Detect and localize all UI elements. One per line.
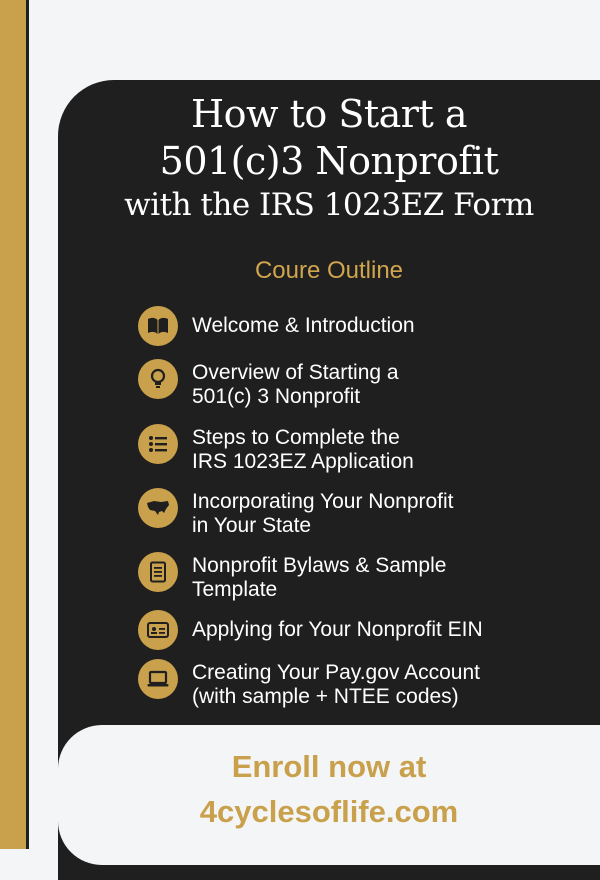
outline-item-label-line2: 501(c) 3 Nonprofit [192,385,361,408]
outline-item-paygov [138,659,558,711]
left-dark-line [26,0,29,849]
outline-item-label: Nonprofit Bylaws & Sample [192,554,447,577]
outline-item-overview [138,359,558,411]
outline-item-label: Overview of Starting a [192,361,399,384]
outline-item-label: Steps to Complete the [192,426,400,449]
outline-heading: Coure Outline [254,257,404,284]
laptop-icon [138,659,178,699]
document-icon [138,552,178,592]
id-card-icon [138,610,178,650]
outline-item-steps [138,424,558,476]
outline-item-ein [138,610,558,662]
left-gold-stripe [0,0,26,849]
usa-map-icon [138,488,178,528]
outline-item-label: Welcome & Introduction [192,314,415,337]
enroll-text: Enroll now at [231,749,427,784]
list-icon [138,424,178,464]
outline-item-label-line2: IRS 1023EZ Application [192,450,414,473]
title-line-3: with the IRS 1023EZ Form [124,187,534,223]
outline-item-incorporating [138,488,558,540]
outline-item-welcome [138,306,558,358]
outline-item-label: Incorporating Your Nonprofit [192,490,454,513]
lightbulb-icon [138,359,178,399]
outline-item-bylaws [138,552,558,604]
title-line-1: How to Start a [191,92,467,136]
outline-item-label-line2: (with sample + NTEE codes) [192,685,459,708]
outline-item-label-line2: in Your State [192,514,312,537]
title-line-2: 501(c)3 Nonprofit [159,139,499,183]
outline-item-label-line2: Template [192,578,278,601]
book-icon [138,306,178,346]
outline-item-label: Applying for Your Nonprofit EIN [192,618,483,641]
website-link[interactable]: 4cyclesoflife.com [199,794,459,829]
outline-item-label: Creating Your Pay.gov Account [192,661,480,684]
